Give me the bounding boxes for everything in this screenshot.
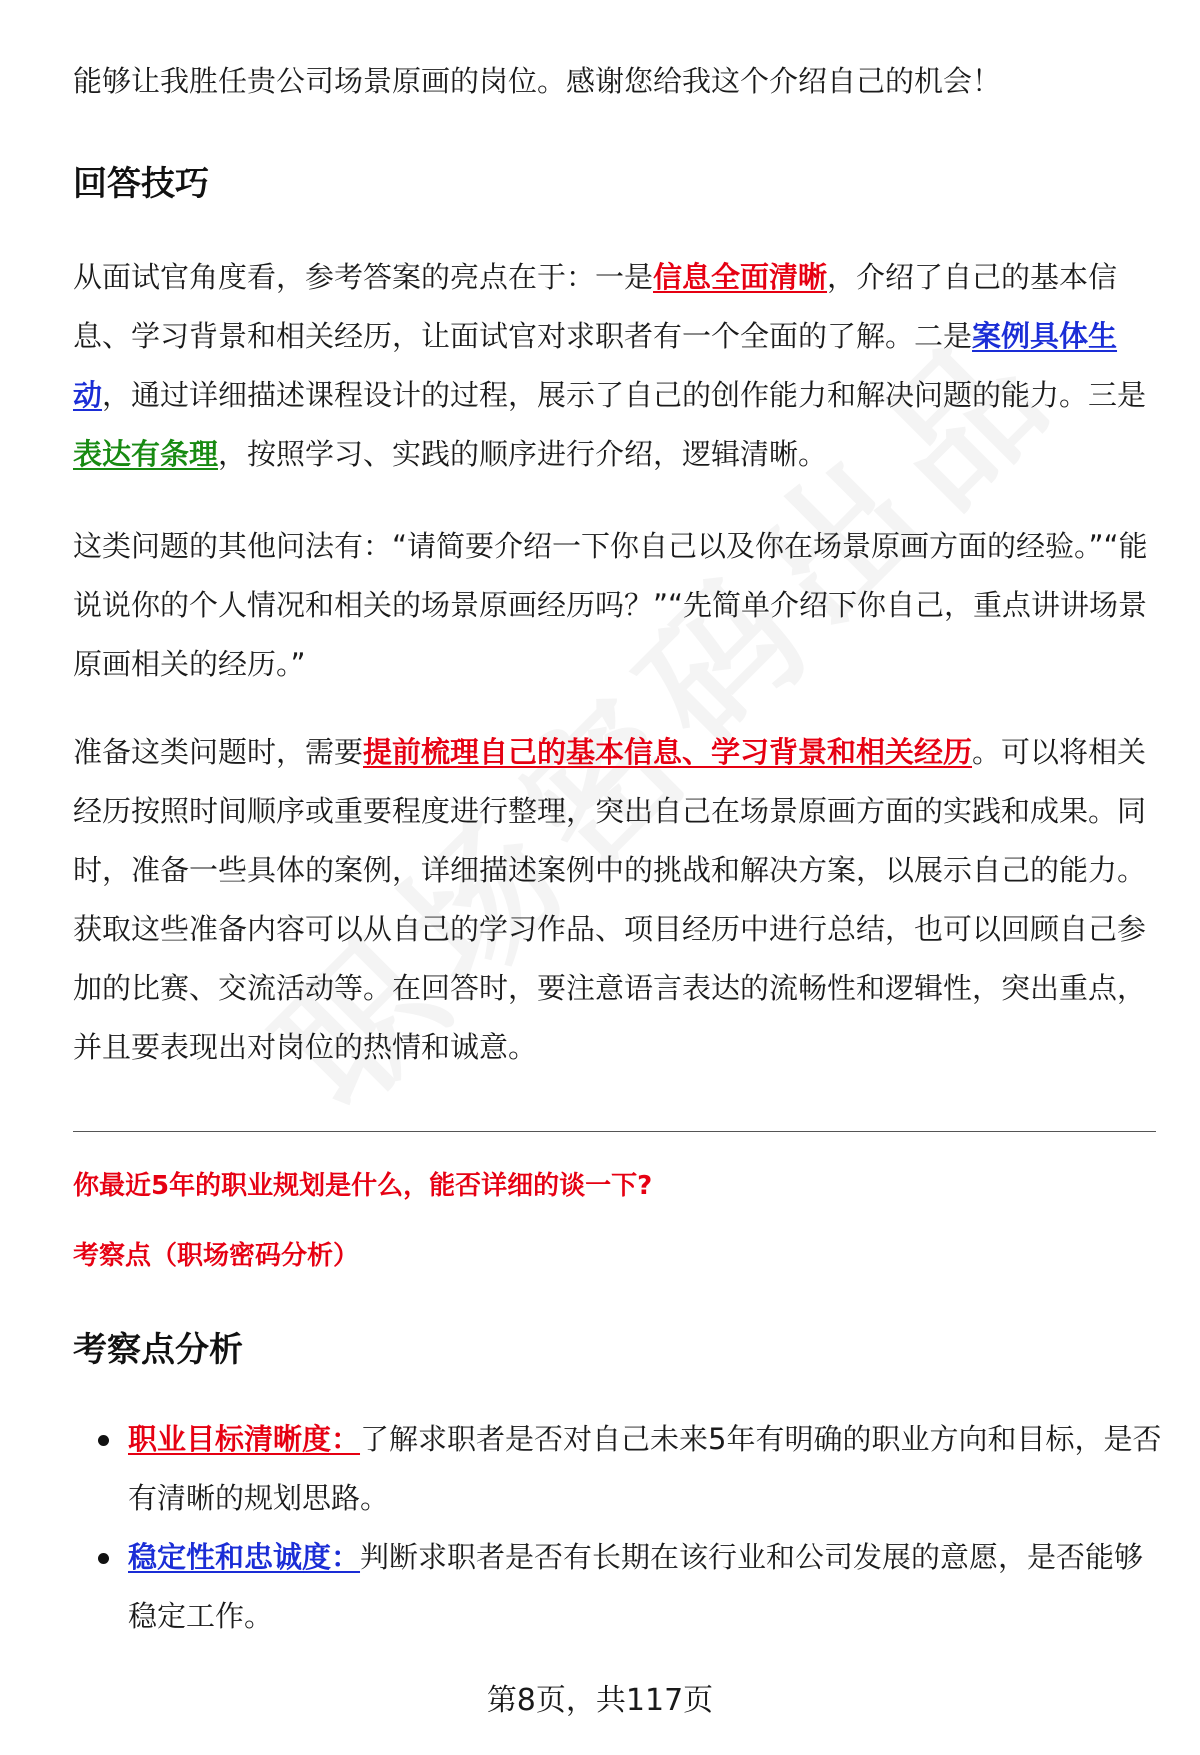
- list-item: [73, 1528, 1163, 1646]
- highlight-organized: 表达有条理: [73, 437, 219, 471]
- page-number: 第8页，共117页: [486, 1683, 714, 1718]
- preparation-paragraph: 准备这类问题时，需要提前梳理自己的基本信息、学习背景和相关经历。可以将相关经历按照时间顺序或重要程度进行整理，突出自己在场景原画方面的实践和成果。同时，准备一些具体的案例，详细描述案例中的挑战和解决方案，以展示自己的能力。获取这些准备内容可以从自己的学习作品、项目经历中进行总结，也可以回顾自己参加的比赛、交流活动等。在回答时，要注意语言表达的流畅性和逻辑性，突出重点，并且要表现出对岗位的热情和诚意。: [73, 735, 1147, 1064]
- item-text: 了解求职者是否对自己未来5年有明确的职业方向和目标，是否有清晰的规划思路。: [128, 1422, 1162, 1515]
- kaochadian-label: 考察点（职场密码分析）: [73, 1241, 360, 1271]
- highlight-info-clear: 信息全面清晰: [653, 260, 828, 294]
- answer-tips-paragraph: 从面试官角度看，参考答案的亮点在于：一是信息全面清晰，介绍了自己的基本信息、学习背景和相关经历，让面试官对求职者有一个全面的了解。二是案例具体生动，通过详细描述课程设计的过程，展示了自己的创作能力和解决问题的能力。三是表达有条理，按照学习、实践的顺序进行介绍，逻辑清晰。: [73, 260, 1147, 471]
- item-label: 稳定性和忠诚度：: [128, 1540, 361, 1574]
- highlight-preparation: 提前梳理自己的基本信息、学习背景和相关经历: [363, 735, 973, 769]
- section-heading-analysis: 考察点分析: [73, 1330, 243, 1370]
- alternate-questions-paragraph: 这类问题的其他问法有：“请简要介绍一下你自己以及你在场景原画方面的经验。”“能说说你的个人情况和相关的场景原画经历吗？”“先简单介绍下你自己，重点讲讲场景原画相关的经历。”: [73, 529, 1148, 681]
- question-title: 你最近5年的职业规划是什么，能否详细的谈一下?: [73, 1171, 653, 1201]
- section-divider: [73, 1131, 1156, 1132]
- section-heading-answer-tips: 回答技巧: [73, 164, 209, 204]
- highlight-case-vivid: 案例具体生动: [73, 319, 1118, 412]
- analysis-list: [73, 1410, 1163, 1646]
- bullet-icon: [98, 1435, 109, 1446]
- intro-tail-paragraph: 能够让我胜任贵公司场景原画的岗位。感谢您给我这个介绍自己的机会！: [73, 64, 1002, 98]
- item-label: 职业目标清晰度：: [128, 1422, 361, 1456]
- item-text: 判断求职者是否有长期在该行业和公司发展的意愿，是否能够稳定工作。: [128, 1540, 1144, 1633]
- list-item: [73, 1410, 1163, 1528]
- bullet-icon: [98, 1553, 109, 1564]
